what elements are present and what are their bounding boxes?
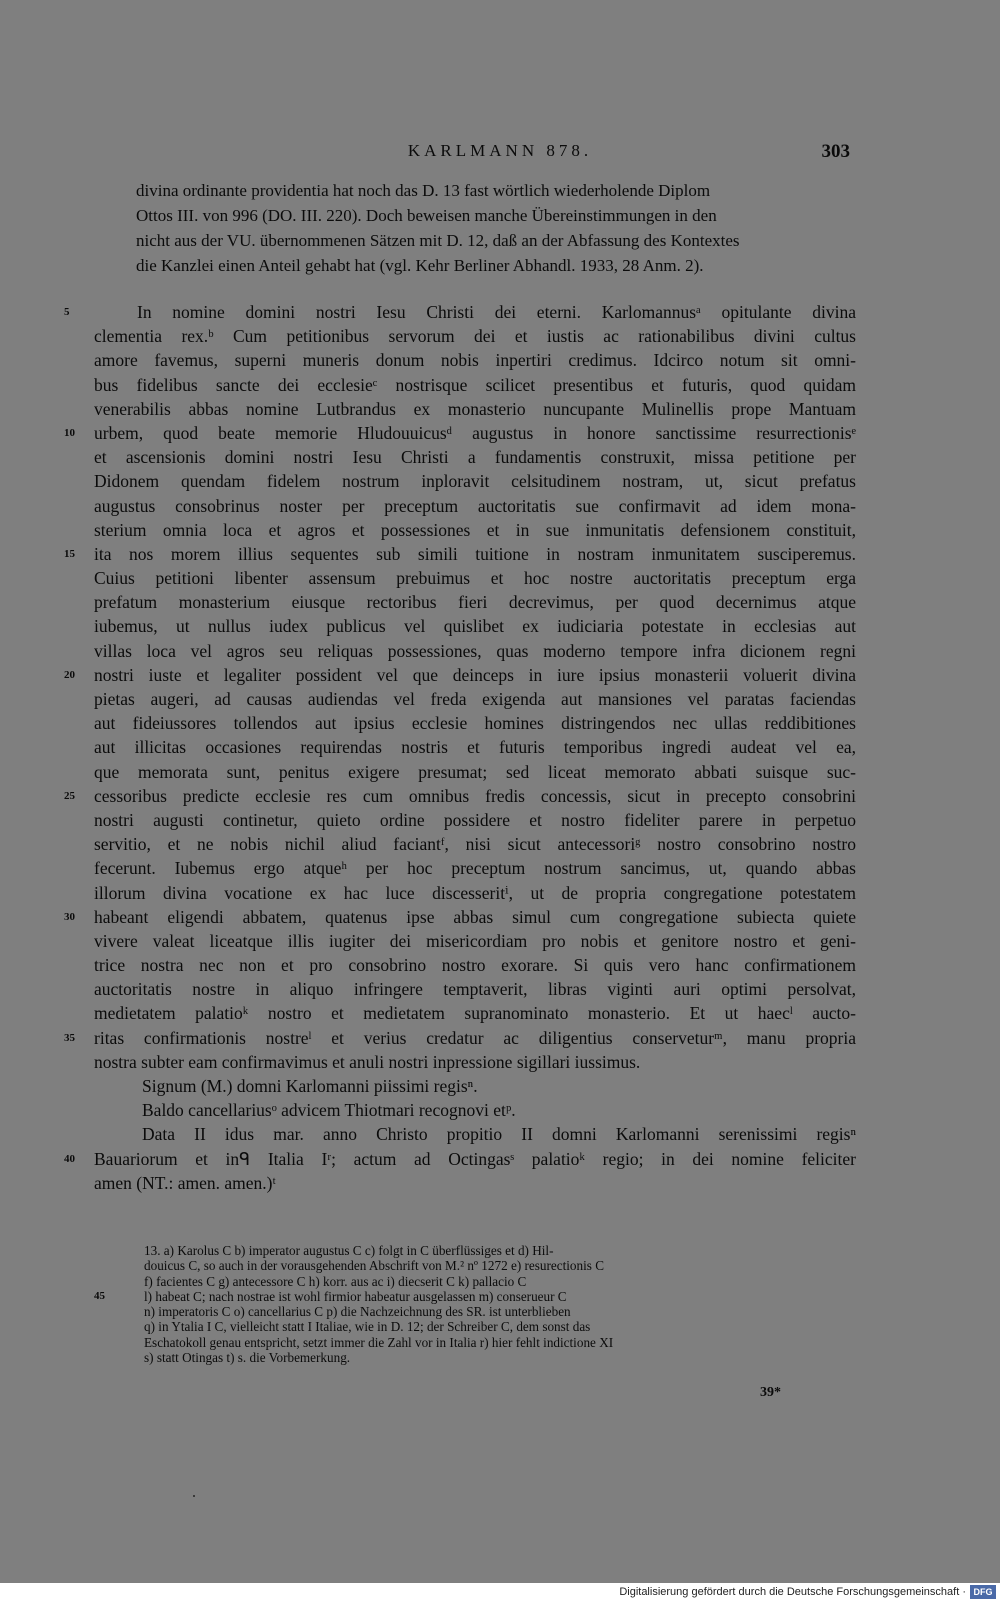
footnote-line	[144, 1258, 856, 1273]
line-number: 10	[64, 426, 75, 439]
footnote-line	[144, 1350, 856, 1365]
text-line	[94, 614, 856, 638]
line-number: 5	[64, 306, 70, 318]
text-line	[94, 397, 856, 421]
line-text: iubemus, ut nullus iudex publicus vel quislibet ex iudiciaria potestate in ecclesias aut	[94, 616, 856, 637]
text-line	[94, 687, 856, 711]
line-text: pietas augeri, ad causas audiendas vel freda exigenda aut mansiones vel paratas faciendas	[94, 689, 856, 709]
line-text: venerabilis abbas nomine Lutbrandus ex monasterio nuncupante Mulinellis prope Mantuam	[94, 398, 856, 419]
page-header	[0, 141, 1000, 167]
eschatocol-line	[64, 1147, 856, 1171]
line-number: 30	[64, 910, 75, 923]
text-line	[94, 494, 856, 518]
text-line	[64, 421, 856, 445]
footnote-line	[144, 1319, 856, 1334]
line-text: que memorata sunt, penitus exigere presumat; sed liceat memorato abbati suisque suc-	[94, 761, 856, 782]
line-text: nostri augusti continetur, quieto ordine possidere et nostro fideliter parere in perpetuo	[94, 809, 856, 830]
line-text: sterium omnia loca et agros et possessiones et in sue inmunitatis defensionem constituit,	[94, 519, 856, 540]
text-line	[64, 1026, 856, 1050]
text-line	[94, 639, 856, 663]
line-text: Signum (M.) domni Karlomanni piissimi regisⁿ.	[142, 1076, 478, 1096]
preliminary-remark	[136, 178, 856, 278]
text-line	[94, 373, 856, 397]
text-line	[94, 735, 856, 759]
text-line	[94, 590, 856, 614]
charter-text	[64, 300, 856, 1195]
line-number: 35	[64, 1031, 75, 1044]
text-line	[94, 929, 856, 953]
running-title: KARLMANN 878.	[407, 141, 593, 160]
eschatocol-line	[94, 1074, 856, 1098]
speck	[193, 1495, 195, 1497]
line-text: Didonem quendam fidelem nostrum inploravit celsitudinem nostram, ut, sicut prefatus	[94, 471, 856, 492]
line-text: medietatem palatioᵏ nostro et medietatem supranominato monasterio. Et ut haecˡ aucto-	[94, 1003, 856, 1024]
footer-bar	[0, 1583, 1000, 1603]
footer-text: Digitalisierung gefördert durch die Deutsche Forschungsgemeinschaft ·	[619, 1586, 966, 1598]
text-line	[64, 663, 856, 687]
line-number: 20	[64, 668, 75, 681]
line-text: habeant eligendi abbatem, quatenus ipse abbas simul cum congregatione subiecta quiete	[94, 906, 856, 927]
text-line	[94, 1050, 856, 1074]
intro-line: nicht aus der VU. übernommenen Sätzen mit D. 12, daß an der Abfassung des Kontextes	[136, 231, 740, 250]
text-line	[94, 881, 856, 905]
line-text: Data II idus mar. anno Christo propitio II domni Karlomanni serenissimi regisⁿ	[142, 1124, 856, 1145]
line-text: clementia rex.ᵇ Cum petitionibus servorum dei et iustis ac rationabilibus divini cultus	[94, 326, 856, 347]
line-text: ita nos morem illius sequentes sub simili tuitione in nostram inmunitatem susciperemus.	[94, 543, 856, 564]
text-line	[64, 300, 856, 324]
footnote-text: l) habeat C; nach nostrae ist wohl firmior habeatur ausgelassen m) conserueur C	[144, 1288, 567, 1304]
footnote-line	[144, 1243, 856, 1258]
text-line	[94, 469, 856, 493]
text-line	[94, 445, 856, 469]
line-text: et ascensionis domini nostri Iesu Christi a fundamentis construxit, missa petitione per	[94, 447, 856, 468]
page-number: 303	[821, 141, 850, 162]
footnote-line	[144, 1274, 856, 1289]
intro-line: Ottos III. von 996 (DO. III. 220). Doch beweisen manche Übereinstimmungen in den	[136, 206, 717, 225]
text-line	[94, 808, 856, 832]
footnote-text: 13. a) Karolus C b) imperator augustus C c) folgt in C überflüssiges et d) Hil-	[144, 1243, 554, 1258]
eschatocol-line	[94, 1171, 856, 1195]
footnote-text: s) statt Otingas t) s. die Vorbemerkung.	[144, 1350, 351, 1366]
line-text: urbem, quod beate memorie Hludouuicusᵈ augustus in honore sanctissime resurrectionisᵉ	[94, 422, 856, 443]
line-text: amore favemus, superni muneris donum nobis inpertiri credimus. Idcirco notum sit omni-	[94, 350, 856, 371]
line-text: augustus consobrinus noster per preceptum auctoritatis sue confirmavit ad idem mona-	[94, 495, 856, 516]
footnote-line	[94, 1288, 856, 1304]
footnote-text: n) imperatoris C o) cancellarius C p) die Nachzeichnung des SR. ist unterblieben	[144, 1304, 571, 1320]
line-text: villas loca vel agros seu reliquas possessiones, quas moderno tempore infra dicionem regni	[94, 640, 856, 661]
footnote-line	[144, 1304, 856, 1319]
text-line	[94, 1001, 856, 1025]
text-line	[94, 977, 856, 1001]
text-line	[64, 905, 856, 929]
text-line	[94, 760, 856, 784]
line-text: Cuius petitioni libenter assensum prebuimus et hoc nostre auctoritatis preceptum erga	[94, 568, 856, 589]
line-text: illorum divina vocatione ex hac luce discesseritⁱ, ut de propria congregatione potestatem	[94, 882, 856, 903]
text-line	[64, 784, 856, 808]
line-text: fecerunt. Iubemus ergo atqueʰ per hoc preceptum nostrum sancimus, ut, quando abbas	[94, 858, 856, 879]
line-text: In nomine domini nostri Iesu Christi dei eterni. Karlomannusᵃ opitulante divina	[137, 302, 856, 322]
footnote-line	[144, 1335, 856, 1350]
intro-line: divina ordinante providentia hat noch das D. 13 fast wörtlich wiederholende Diplom	[136, 181, 711, 200]
footnotes	[94, 1243, 856, 1366]
line-text: aut fideiussores tollendos aut ipsius ecclesie homines distringendos nec ullas reddibitiones	[94, 713, 856, 734]
text-line	[64, 542, 856, 566]
line-text: vivere valeat liceatque illis iugiter dei misericordiam pro nobis et genitore nostro et geni-	[94, 930, 856, 951]
line-text: nostri iuste et legaliter possident vel que deinceps in iure ipsius monasterii voluerit divina	[94, 664, 856, 685]
text-line	[94, 953, 856, 977]
line-text: auctoritatis nostre in aliquo infringere temptaverit, libras viginti auri optimi persolvat,	[94, 979, 856, 1000]
line-text: bus fidelibus sancte dei ecclesieᶜ nostrisque scilicet presentibus et futuris, quod quidam	[94, 374, 856, 395]
footnote-text: Eschatokoll genau entspricht, setzt immer die Zahl vor in Italia r) hier fehlt indictione XI	[144, 1334, 614, 1350]
line-text: aut illicitas occasiones requirendas nostris et futuris temporibus ingredi audeat vel ea,	[94, 737, 856, 758]
line-text: cessoribus predicte ecclesie res cum omnibus fredis concessis, sicut in precepto consobrini	[94, 785, 856, 806]
footnote-text: q) in Ytalia I C, vielleicht statt I Italiae, wie in D. 12; der Schreiber C, dem sonst das	[144, 1319, 591, 1335]
line-text: Baldo cancellariusᵒ advicem Thiotmari recognovi etᵖ.	[142, 1100, 516, 1121]
line-text: trice nostra nec non et pro consobrino nostro exorare. Si quis vero hanc confirmationem	[94, 955, 856, 976]
text-line	[94, 518, 856, 542]
text-line	[94, 324, 856, 348]
line-text: prefatum monasterium eiusque rectoribus fieri decrevimus, per quod decernimus atque	[94, 592, 856, 613]
text-line	[94, 348, 856, 372]
line-text: nostra subter eam confirmavimus et anuli nostri inpressione sigillari iussimus.	[94, 1051, 641, 1072]
line-text: ritas confirmationis nostreˡ et verius credatur ac diligentius conserveturᵐ, manu propria	[94, 1027, 856, 1048]
line-number: 15	[64, 547, 75, 560]
eschatocol-line	[94, 1122, 856, 1146]
line-number: 40	[64, 1152, 75, 1165]
dfg-logo: DFG	[970, 1585, 996, 1599]
line-text: servitio, et ne nobis nichil aliud faciantᶠ, nisi sicut antecessoriᵍ nostro consobrino nostro	[94, 834, 856, 855]
text-line	[94, 566, 856, 590]
line-text: Bauariorum et inᑫ Italia Iʳ; actum ad Octingasˢ palatioᵏ regio; in dei nomine feliciter	[94, 1148, 856, 1169]
sheet-signature: 39*	[760, 1385, 781, 1400]
text-line	[94, 832, 856, 856]
footnote-text: f) facientes C g) antecessore C h) korr. aus ac i) diecserit C k) pallacio C	[144, 1273, 527, 1289]
footnote-text: douicus C, so auch in der vorausgehenden Abschrift von M.² nº 1272 e) resurectionis C	[144, 1258, 604, 1274]
intro-line: die Kanzlei einen Anteil gehabt hat (vgl. Kehr Berliner Abhandl. 1933, 28 Anm. 2).	[136, 256, 704, 275]
line-text: amen (NT.: amen. amen.)ᵗ	[94, 1172, 276, 1193]
text-line	[94, 856, 856, 880]
line-number: 25	[64, 789, 75, 802]
text-line	[94, 711, 856, 735]
eschatocol-line	[94, 1098, 856, 1122]
line-number: 45	[94, 1289, 105, 1302]
